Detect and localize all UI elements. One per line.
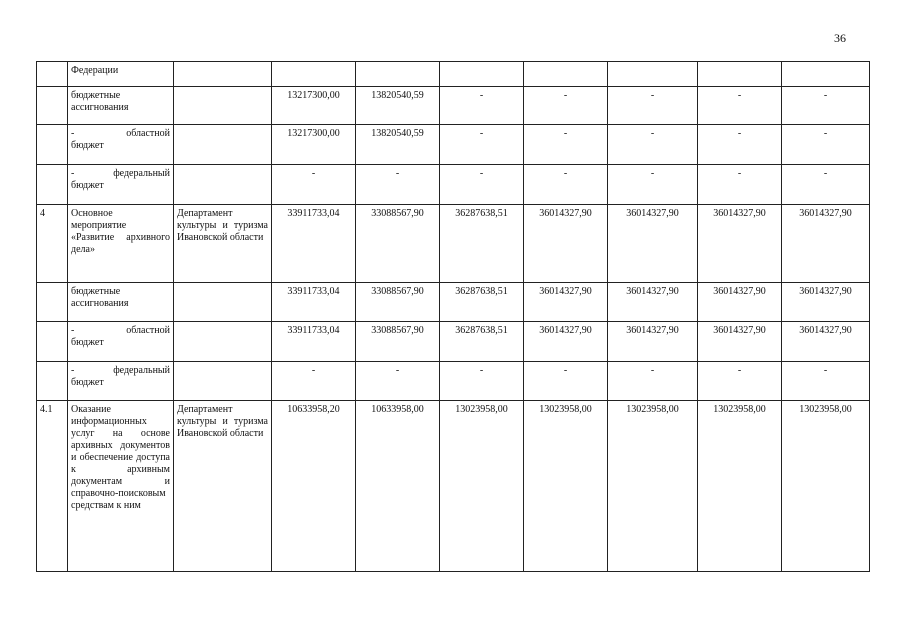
table-row (37, 205, 870, 283)
description-first-line (71, 128, 170, 140)
description-word: федеральный (113, 365, 170, 376)
amount-cell: - (698, 125, 782, 165)
description-first-line (71, 325, 170, 337)
amount-cell: - (440, 165, 524, 205)
page-number: 36 (834, 31, 846, 45)
amount-cell: 13023958,00 (698, 401, 782, 572)
amount-cell: 33911733,04 (272, 205, 356, 283)
amount-cell: 13217300,00 (272, 87, 356, 125)
executor-cell (174, 87, 272, 125)
table-row (37, 401, 870, 572)
description-first-line (71, 168, 170, 180)
description-cell (68, 125, 174, 165)
description-cell: Оказание информационных услуг на основе архивных документов и обеспечение доступа к архивным документам и справочно-поисковым средствам к ним (68, 401, 174, 572)
amount-cell: 13023958,00 (782, 401, 870, 572)
amount-cell: - (440, 362, 524, 401)
row-index-cell (37, 165, 68, 205)
description-cell (68, 362, 174, 401)
amount-cell: 36014327,90 (608, 205, 698, 283)
amount-cell: 36287638,51 (440, 205, 524, 283)
amount-cell: - (440, 87, 524, 125)
amount-cell: - (524, 362, 608, 401)
amount-cell: - (356, 362, 440, 401)
table-row (37, 87, 870, 125)
description-word: федеральный (113, 168, 170, 179)
amount-cell: - (782, 362, 870, 401)
amount-cell: 33088567,90 (356, 205, 440, 283)
amount-cell (698, 62, 782, 87)
amount-cell: - (524, 165, 608, 205)
amount-cell: 10633958,00 (356, 401, 440, 572)
amount-cell: - (608, 125, 698, 165)
description-cell: Основное мероприятие «Развитие архивного дела» (68, 205, 174, 283)
amount-cell (356, 62, 440, 87)
description-cell: бюджетные ассигнования (68, 87, 174, 125)
row-index-cell (37, 322, 68, 362)
amount-cell: 36014327,90 (524, 322, 608, 362)
amount-cell: - (782, 125, 870, 165)
amount-cell (608, 62, 698, 87)
amount-cell: - (272, 362, 356, 401)
executor-cell (174, 62, 272, 87)
amount-cell: 36014327,90 (782, 283, 870, 322)
amount-cell (782, 62, 870, 87)
amount-cell: 36287638,51 (440, 283, 524, 322)
amount-cell: 13023958,00 (524, 401, 608, 572)
description-tail: бюджет (71, 140, 104, 151)
amount-cell: 36014327,90 (698, 283, 782, 322)
amount-cell (440, 62, 524, 87)
budget-table (36, 61, 870, 572)
amount-cell: - (524, 87, 608, 125)
amount-cell: - (782, 165, 870, 205)
row-index-cell (37, 362, 68, 401)
amount-cell: 36014327,90 (524, 205, 608, 283)
description-tail: бюджет (71, 377, 104, 388)
executor-cell (174, 322, 272, 362)
row-index-cell (37, 125, 68, 165)
amount-cell: - (698, 362, 782, 401)
amount-cell: - (608, 87, 698, 125)
amount-cell: 36014327,90 (524, 283, 608, 322)
description-cell: Федерации (68, 62, 174, 87)
description-lead: - (71, 128, 75, 139)
description-lead: - (71, 168, 75, 179)
executor-cell (174, 165, 272, 205)
amount-cell: 13820540,59 (356, 125, 440, 165)
amount-cell (272, 62, 356, 87)
executor-cell: Департамент культуры и туризма Ивановской области (174, 401, 272, 572)
table-row (37, 322, 870, 362)
amount-cell: 13217300,00 (272, 125, 356, 165)
amount-cell: 33911733,04 (272, 322, 356, 362)
table-row (37, 62, 870, 87)
description-word: областной (126, 128, 170, 139)
row-index-cell (37, 62, 68, 87)
description-tail: бюджет (71, 337, 104, 348)
amount-cell: 13820540,59 (356, 87, 440, 125)
description-lead: - (71, 365, 75, 376)
table-row (37, 362, 870, 401)
description-word: областной (126, 325, 170, 336)
amount-cell: 33088567,90 (356, 283, 440, 322)
description-cell (68, 165, 174, 205)
row-index-cell (37, 87, 68, 125)
row-index-cell: 4 (37, 205, 68, 283)
table-row (37, 125, 870, 165)
row-index-cell (37, 283, 68, 322)
table-row (37, 283, 870, 322)
amount-cell (524, 62, 608, 87)
amount-cell: 36014327,90 (608, 283, 698, 322)
executor-cell: Департамент культуры и туризма Ивановской области (174, 205, 272, 283)
amount-cell: 13023958,00 (608, 401, 698, 572)
amount-cell: 36014327,90 (782, 322, 870, 362)
executor-cell (174, 125, 272, 165)
amount-cell: - (698, 165, 782, 205)
amount-cell: 36014327,90 (608, 322, 698, 362)
amount-cell: 33911733,04 (272, 283, 356, 322)
amount-cell: 36014327,90 (698, 322, 782, 362)
amount-cell: 10633958,20 (272, 401, 356, 572)
table-row (37, 165, 870, 205)
executor-cell (174, 283, 272, 322)
amount-cell: - (272, 165, 356, 205)
description-first-line (71, 365, 170, 377)
description-lead: - (71, 325, 75, 336)
description-cell (68, 322, 174, 362)
amount-cell: - (608, 362, 698, 401)
amount-cell: - (698, 87, 782, 125)
description-cell: бюджетные ассигнования (68, 283, 174, 322)
description-tail: бюджет (71, 180, 104, 191)
amount-cell: 13023958,00 (440, 401, 524, 572)
executor-cell (174, 362, 272, 401)
amount-cell: - (608, 165, 698, 205)
amount-cell: - (356, 165, 440, 205)
amount-cell: 36287638,51 (440, 322, 524, 362)
amount-cell: 36014327,90 (698, 205, 782, 283)
amount-cell: - (440, 125, 524, 165)
amount-cell: 36014327,90 (782, 205, 870, 283)
amount-cell: 33088567,90 (356, 322, 440, 362)
row-index-cell: 4.1 (37, 401, 68, 572)
amount-cell: - (524, 125, 608, 165)
amount-cell: - (782, 87, 870, 125)
